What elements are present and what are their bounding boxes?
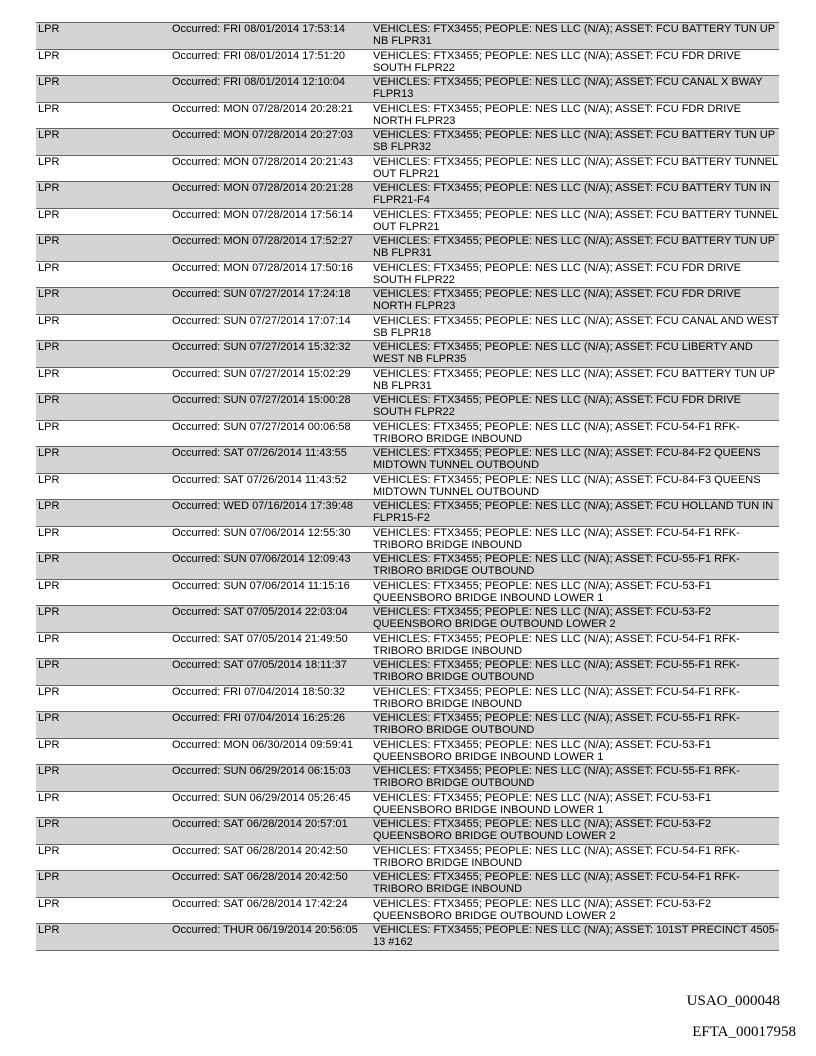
details-cell: VEHICLES: FTX3455; PEOPLE: NES LLC (N/A); ASSET: FCU-53-F2 QUEENSBORO BRIDGE OUTBOUND LOWER 2 xyxy=(373,897,712,922)
log-row xyxy=(36,897,779,924)
log-row xyxy=(36,182,779,209)
log-row xyxy=(36,208,779,235)
record-type-cell: LPR xyxy=(38,261,60,274)
record-type-cell: LPR xyxy=(36,500,169,527)
details-cell: VEHICLES: FTX3455; PEOPLE: NES LLC (N/A); ASSET: FCU-55-F1 RFK-TRIBORO BRIDGE OUTBOUND xyxy=(371,553,779,580)
details-cell: VEHICLES: FTX3455; PEOPLE: NES LLC (N/A); ASSET: FCU-54-F1 RFK-TRIBORO BRIDGE INBOUND xyxy=(373,632,740,657)
details-cell: VEHICLES: FTX3455; PEOPLE: NES LLC (N/A); ASSET: FCU-53-F1 QUEENSBORO BRIDGE INBOUND LOWER 1 xyxy=(373,738,712,763)
record-type-cell: LPR xyxy=(38,844,60,857)
details-cell: VEHICLES: FTX3455; PEOPLE: NES LLC (N/A); ASSET: FCU CANAL X BWAY FLPR13 xyxy=(371,76,779,103)
record-type-cell: LPR xyxy=(36,712,169,739)
log-row xyxy=(36,49,779,76)
details-cell: VEHICLES: FTX3455; PEOPLE: NES LLC (N/A); ASSET: FCU FDR DRIVE SOUTH FLPR22 xyxy=(373,261,741,286)
details-cell: VEHICLES: FTX3455; PEOPLE: NES LLC (N/A); ASSET: FCU CANAL AND WEST SB FLPR18 xyxy=(373,314,779,339)
details-cell: VEHICLES: FTX3455; PEOPLE: NES LLC (N/A); ASSET: FCU-53-F2 QUEENSBORO BRIDGE OUTBOUND LOWER 2 xyxy=(371,818,779,845)
occurred-cell: Occurred: FRI 08/01/2014 17:51:20 xyxy=(172,49,346,62)
log-row xyxy=(36,394,779,421)
details-cell: VEHICLES: FTX3455; PEOPLE: NES LLC (N/A); ASSET: FCU FDR DRIVE NORTH FLPR23 xyxy=(373,102,741,127)
occurred-cell: Occurred: FRI 08/01/2014 12:10:04 xyxy=(169,76,371,103)
occurred-cell: Occurred: SUN 07/27/2014 15:00:28 xyxy=(169,394,371,421)
occurred-cell: Occurred: SUN 07/06/2014 12:55:30 xyxy=(172,526,351,539)
details-cell: VEHICLES: FTX3455; PEOPLE: NES LLC (N/A); ASSET: FCU-53-F1 QUEENSBORO BRIDGE INBOUND LOWER 1 xyxy=(373,579,712,604)
log-row xyxy=(36,579,779,606)
log-row xyxy=(36,712,779,739)
record-type-cell: LPR xyxy=(36,553,169,580)
log-row xyxy=(36,447,779,474)
log-row xyxy=(36,924,779,951)
details-cell: VEHICLES: FTX3455; PEOPLE: NES LLC (N/A); ASSET: 101ST PRECINCT 4505-13 #162 xyxy=(373,924,779,948)
log-row xyxy=(36,23,779,50)
details-cell: VEHICLES: FTX3455; PEOPLE: NES LLC (N/A); ASSET: FCU FDR DRIVE SOUTH FLPR22 xyxy=(371,394,779,421)
details-cell: VEHICLES: FTX3455; PEOPLE: NES LLC (N/A); ASSET: FCU-55-F1 RFK-TRIBORO BRIDGE OUTBOUND xyxy=(371,712,779,739)
lpr-log-table xyxy=(36,22,779,951)
occurred-cell: Occurred: MON 06/30/2014 09:59:41 xyxy=(172,738,353,751)
details-cell: VEHICLES: FTX3455; PEOPLE: NES LLC (N/A); ASSET: FCU BATTERY TUN IN FLPR21-F4 xyxy=(371,182,779,209)
details-cell: VEHICLES: FTX3455; PEOPLE: NES LLC (N/A); ASSET: FCU BATTERY TUN UP NB FLPR31 xyxy=(371,235,779,262)
occurred-cell: Occurred: SUN 07/06/2014 11:15:16 xyxy=(172,579,350,592)
record-type-cell: LPR xyxy=(38,897,60,910)
record-type-cell: LPR xyxy=(36,341,169,368)
details-cell: VEHICLES: FTX3455; PEOPLE: NES LLC (N/A); ASSET: FCU-54-F1 RFK-TRIBORO BRIDGE INBOUND xyxy=(373,844,740,869)
occurred-cell: Occurred: MON 07/28/2014 17:50:16 xyxy=(172,261,353,274)
record-type-cell: LPR xyxy=(36,659,169,686)
occurred-cell: Occurred: SUN 07/27/2014 15:02:29 xyxy=(172,367,351,380)
log-row xyxy=(36,791,779,818)
record-type-cell: LPR xyxy=(38,632,60,645)
record-type-cell: LPR xyxy=(38,49,60,62)
bates-number-usao: USAO_000048 xyxy=(686,993,780,1009)
record-type-cell: LPR xyxy=(36,606,169,633)
details-cell: VEHICLES: FTX3455; PEOPLE: NES LLC (N/A); ASSET: FCU-84-F3 QUEENS MIDTOWN TUNNEL OUTBOUND xyxy=(373,473,761,498)
occurred-cell: Occurred: MON 07/28/2014 20:21:28 xyxy=(169,182,371,209)
occurred-cell: Occurred: SUN 06/29/2014 06:15:03 xyxy=(169,765,371,792)
record-type-cell: LPR xyxy=(36,447,169,474)
log-row xyxy=(36,844,779,871)
occurred-cell: Occurred: SUN 07/27/2014 17:07:14 xyxy=(172,314,351,327)
details-cell: VEHICLES: FTX3455; PEOPLE: NES LLC (N/A); ASSET: FCU-54-F1 RFK-TRIBORO BRIDGE INBOUND xyxy=(371,871,779,898)
record-type-cell: LPR xyxy=(38,685,60,698)
occurred-cell: Occurred: SAT 06/28/2014 17:42:24 xyxy=(172,897,348,910)
log-row xyxy=(36,526,779,553)
log-row xyxy=(36,288,779,315)
log-row xyxy=(36,314,779,341)
record-type-cell: LPR xyxy=(38,208,60,221)
record-type-cell: LPR xyxy=(38,314,60,327)
log-row xyxy=(36,553,779,580)
details-cell: VEHICLES: FTX3455; PEOPLE: NES LLC (N/A); ASSET: FCU FDR DRIVE SOUTH FLPR22 xyxy=(373,49,741,74)
log-row xyxy=(36,261,779,288)
occurred-cell: Occurred: SUN 07/27/2014 17:24:18 xyxy=(169,288,371,315)
record-type-cell: LPR xyxy=(38,155,60,168)
details-cell: VEHICLES: FTX3455; PEOPLE: NES LLC (N/A); ASSET: FCU HOLLAND TUN IN FLPR15-F2 xyxy=(371,500,779,527)
record-type-cell: LPR xyxy=(36,394,169,421)
details-cell: VEHICLES: FTX3455; PEOPLE: NES LLC (N/A); ASSET: FCU FDR DRIVE NORTH FLPR23 xyxy=(371,288,779,315)
details-cell: VEHICLES: FTX3455; PEOPLE: NES LLC (N/A); ASSET: FCU BATTERY TUNNEL OUT FLPR21 xyxy=(373,208,778,233)
occurred-cell: Occurred: SAT 06/28/2014 20:57:01 xyxy=(169,818,371,845)
record-type-cell: LPR xyxy=(36,924,169,951)
record-type-cell: LPR xyxy=(36,871,169,898)
occurred-cell: Occurred: SUN 07/27/2014 00:06:58 xyxy=(172,420,351,433)
log-row xyxy=(36,155,779,182)
occurred-cell: Occurred: SAT 07/05/2014 22:03:04 xyxy=(169,606,371,633)
occurred-cell: Occurred: FRI 07/04/2014 18:50:32 xyxy=(172,685,346,698)
occurred-cell: Occurred: SUN 06/29/2014 05:26:45 xyxy=(172,791,351,804)
occurred-cell: Occurred: SAT 06/28/2014 20:42:50 xyxy=(172,844,348,857)
log-row xyxy=(36,235,779,262)
record-type-cell: LPR xyxy=(36,288,169,315)
details-cell: VEHICLES: FTX3455; PEOPLE: NES LLC (N/A); ASSET: FCU BATTERY TUN UP NB FLPR31 xyxy=(371,23,779,50)
details-cell: VEHICLES: FTX3455; PEOPLE: NES LLC (N/A); ASSET: FCU-54-F1 RFK-TRIBORO BRIDGE INBOUND xyxy=(373,526,740,551)
log-row xyxy=(36,102,779,129)
record-type-cell: LPR xyxy=(36,818,169,845)
occurred-cell: Occurred: FRI 08/01/2014 17:53:14 xyxy=(169,23,371,50)
log-row xyxy=(36,765,779,792)
occurred-cell: Occurred: SAT 07/26/2014 11:43:52 xyxy=(172,473,347,486)
details-cell: VEHICLES: FTX3455; PEOPLE: NES LLC (N/A); ASSET: FCU BATTERY TUN UP SB FLPR32 xyxy=(371,129,779,156)
record-type-cell: LPR xyxy=(38,738,60,751)
record-type-cell: LPR xyxy=(38,367,60,380)
record-type-cell: LPR xyxy=(38,791,60,804)
record-type-cell: LPR xyxy=(38,579,60,592)
record-type-cell: LPR xyxy=(36,182,169,209)
log-row xyxy=(36,685,779,712)
log-row xyxy=(36,473,779,500)
details-cell: VEHICLES: FTX3455; PEOPLE: NES LLC (N/A); ASSET: FCU-55-F1 RFK-TRIBORO BRIDGE OUTBOUND xyxy=(371,765,779,792)
record-type-cell: LPR xyxy=(36,129,169,156)
occurred-cell: Occurred: SAT 07/05/2014 18:11:37 xyxy=(169,659,371,686)
record-type-cell: LPR xyxy=(36,235,169,262)
details-cell: VEHICLES: FTX3455; PEOPLE: NES LLC (N/A); ASSET: FCU-84-F2 QUEENS MIDTOWN TUNNEL OUTBOUND xyxy=(371,447,779,474)
details-cell: VEHICLES: FTX3455; PEOPLE: NES LLC (N/A); ASSET: FCU-54-F1 RFK-TRIBORO BRIDGE INBOUND xyxy=(373,420,740,445)
occurred-cell: Occurred: MON 07/28/2014 20:21:43 xyxy=(172,155,353,168)
record-type-cell: LPR xyxy=(38,526,60,539)
occurred-cell: Occurred: MON 07/28/2014 17:52:27 xyxy=(169,235,371,262)
details-cell: VEHICLES: FTX3455; PEOPLE: NES LLC (N/A); ASSET: FCU-55-F1 RFK-TRIBORO BRIDGE OUTBOUND xyxy=(371,659,779,686)
record-type-cell: LPR xyxy=(36,23,169,50)
occurred-cell: Occurred: FRI 07/04/2014 16:25:26 xyxy=(169,712,371,739)
log-row xyxy=(36,659,779,686)
details-cell: VEHICLES: FTX3455; PEOPLE: NES LLC (N/A); ASSET: FCU LIBERTY AND WEST NB FLPR35 xyxy=(371,341,779,368)
record-type-cell: LPR xyxy=(38,102,60,115)
occurred-cell: Occurred: WED 07/16/2014 17:39:48 xyxy=(169,500,371,527)
occurred-cell: Occurred: SAT 07/26/2014 11:43:55 xyxy=(169,447,371,474)
log-row xyxy=(36,818,779,845)
log-row xyxy=(36,500,779,527)
occurred-cell: Occurred: SAT 07/05/2014 21:49:50 xyxy=(172,632,348,645)
log-row xyxy=(36,738,779,765)
details-cell: VEHICLES: FTX3455; PEOPLE: NES LLC (N/A); ASSET: FCU-53-F2 QUEENSBORO BRIDGE OUTBOUND LOWER 2 xyxy=(371,606,779,633)
details-cell: VEHICLES: FTX3455; PEOPLE: NES LLC (N/A); ASSET: FCU BATTERY TUNNEL OUT FLPR21 xyxy=(373,155,778,180)
record-type-cell: LPR xyxy=(36,765,169,792)
occurred-cell: Occurred: MON 07/28/2014 20:28:21 xyxy=(172,102,353,115)
log-row xyxy=(36,871,779,898)
log-row xyxy=(36,606,779,633)
occurred-cell: Occurred: MON 07/28/2014 17:56:14 xyxy=(172,208,353,221)
details-cell: VEHICLES: FTX3455; PEOPLE: NES LLC (N/A); ASSET: FCU-53-F1 QUEENSBORO BRIDGE INBOUND LOWER 1 xyxy=(373,791,712,816)
log-row xyxy=(36,367,779,394)
record-type-cell: LPR xyxy=(38,473,60,486)
occurred-cell: Occurred: SUN 07/27/2014 15:32:32 xyxy=(169,341,371,368)
details-cell: VEHICLES: FTX3455; PEOPLE: NES LLC (N/A); ASSET: FCU BATTERY TUN UP NB FLPR31 xyxy=(373,367,775,392)
details-cell: VEHICLES: FTX3455; PEOPLE: NES LLC (N/A); ASSET: FCU-54-F1 RFK-TRIBORO BRIDGE INBOUND xyxy=(373,685,740,710)
occurred-cell: Occurred: MON 07/28/2014 20:27:03 xyxy=(169,129,371,156)
log-row xyxy=(36,420,779,447)
bates-number-efta: EFTA_00017958 xyxy=(692,1024,796,1040)
lpr-log-body xyxy=(36,23,779,951)
record-type-cell: LPR xyxy=(38,420,60,433)
occurred-cell: Occurred: SUN 07/06/2014 12:09:43 xyxy=(169,553,371,580)
log-row xyxy=(36,341,779,368)
log-row xyxy=(36,129,779,156)
occurred-cell: Occurred: THUR 06/19/2014 20:56:05 xyxy=(169,924,371,951)
occurred-cell: Occurred: SAT 06/28/2014 20:42:50 xyxy=(169,871,371,898)
record-type-cell: LPR xyxy=(36,76,169,103)
log-row xyxy=(36,76,779,103)
log-row xyxy=(36,632,779,659)
